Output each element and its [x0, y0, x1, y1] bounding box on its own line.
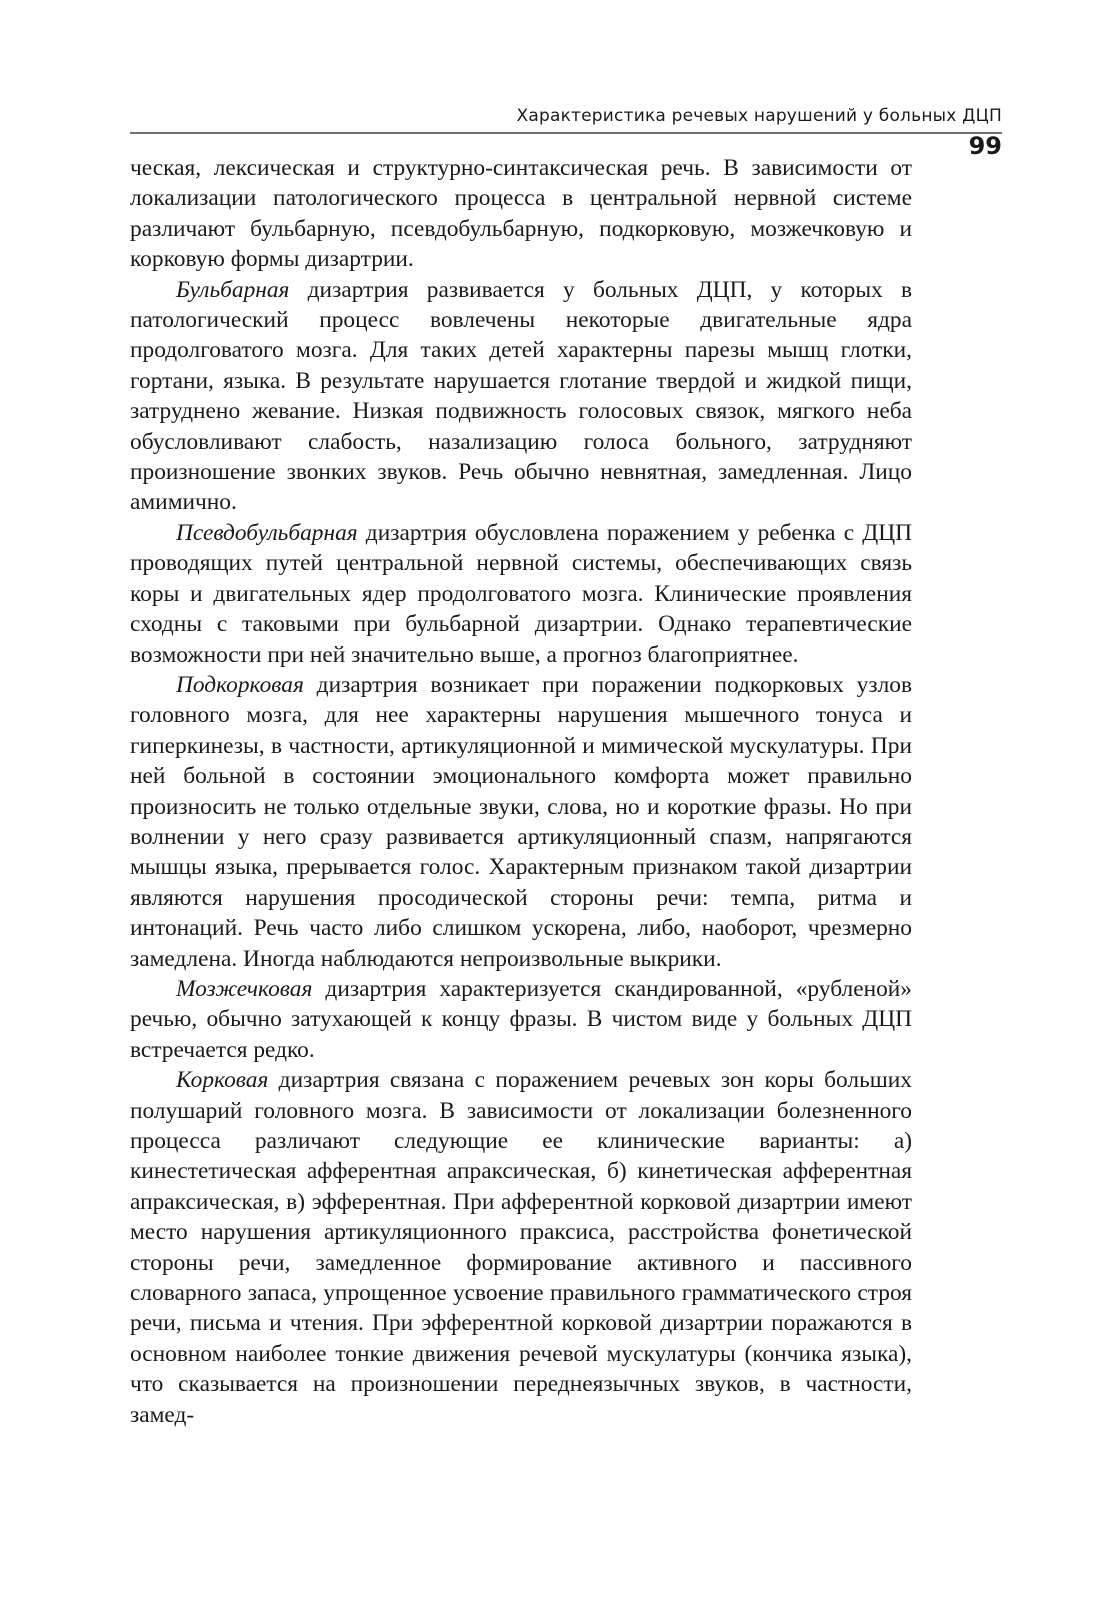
paragraph-text: дизартрия возникает при поражении подкорковых узлов головного мозга, для нее характерны нарушения мышечного тонуса и гиперкинезы, в частности, артикуляционной и мимической мускулатуры. При ней больной в состоянии эмоционального комфорта может правильно произносить не только отдельные звуки, слова, но и короткие фразы. Но при волнении у него сразу развивается артикуляционный спазм, напрягаются мышцы языка, прерывается голос. Характерным признаком такой дизартрии являются нарушения просодической стороны речи: темпа, ритма и интонаций. Речь часто либо слишком ускорена, либо, наоборот, чрезмерно замедлена. Иногда наблюдаются непроизвольные выкрики. — [130, 671, 912, 972]
body-text — [130, 153, 912, 1430]
paragraph-intro — [130, 153, 912, 275]
running-header — [130, 104, 1002, 134]
paragraph-text: дизартрия обусловлена поражением у ребенка с ДЦП проводящих путей центральной нервной системы, обеспечивающих связь коры и двигательных ядер продолговатого мозга. Клинические проявления сходны с таковыми при бульбарной дизартрии. Однако терапевтические возможности при ней значительно выше, а прогноз благоприятнее. — [130, 519, 912, 668]
paragraph-text: ческая, лексическая и структурно-синтаксическая речь. В зависимости от локализации патологического процесса в центральной нервной системе различают бульбарную, псевдобульбарную, подкорковую, мозжечковую и корковую формы дизартрии. — [130, 155, 912, 273]
term-subcortical: Подкорковая — [176, 671, 304, 698]
paragraph-cortical — [130, 1065, 912, 1430]
paragraph-text: дизартрия развивается у больных ДЦП, у которых в патологический процесс вовлечены некоторые двигательные ядра продолговатого мозга. Для таких детей характерны парезы мышц глотки, гортани, языка. В результате нарушается глотание твердой и жидкой пищи, затруднено жевание. Низкая подвижность голосовых связок, мягкого неба обусловливают слабость, назализацию голоса больного, затрудняют произношение звонких звуков. Речь обычно невнятная, замедленная. Лицо амимично. — [130, 276, 912, 516]
term-cerebellar: Мозжечковая — [176, 975, 313, 1002]
paragraph-text: дизартрия связана с поражением речевых зон коры больших полушарий головного мозга. В зависимости от локализации болезненного процесса различают следующие ее клинические варианты: а) кинестетическая афферентная апраксическая, б) кинетическая афферентная апраксическая, в) эфферентная. При афферентной корковой дизартрии имеют место нарушения артикуляционного праксиса, расстройства фонетической стороны речи, замедленное формирование активного и пассивного словарного запаса, упрощенное усвоение правильного грамматического строя речи, письма и чтения. При эфферентной корковой дизартрии поражаются в основном наиболее тонкие движения речевой мускулатуры (кончика языка), что сказывается на произношении переднеязычных звуков, в частности, замед- — [130, 1067, 912, 1428]
paragraph-cerebellar — [130, 974, 912, 1065]
term-bulbar: Бульбарная — [176, 276, 290, 303]
paragraph-subcortical — [130, 670, 912, 974]
paragraph-pseudobulbar — [130, 518, 912, 670]
paragraph-bulbar — [130, 275, 912, 518]
paragraph-text: дизартрия характеризуется скандированной, «рубленой» речью, обычно затухающей к концу фразы. В чистом виде у больных ДЦП встречается редко. — [130, 975, 912, 1063]
running-title: Характеристика речевых нарушений у больных ДЦП — [516, 106, 1002, 126]
page-number: 99 — [968, 132, 1002, 160]
term-pseudobulbar: Псевдобульбарная — [176, 519, 358, 546]
term-cortical: Корковая — [176, 1067, 269, 1094]
